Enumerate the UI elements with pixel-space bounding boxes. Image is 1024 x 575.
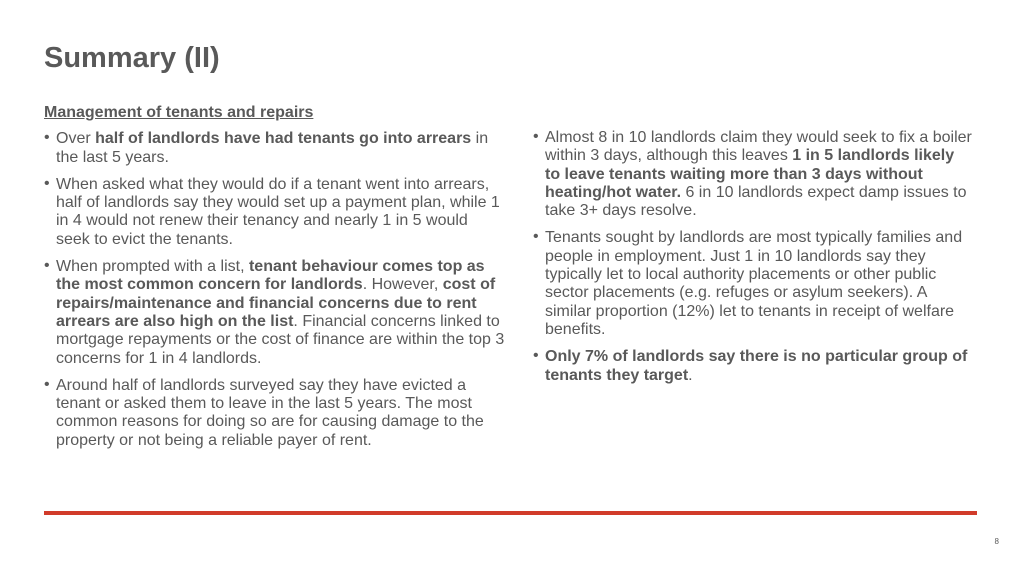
bullet-glyph: • [44, 174, 50, 192]
bullet-item [533, 129, 973, 220]
bullet-item [44, 176, 506, 249]
bullet-glyph: • [533, 128, 539, 145]
bullet-text-bold: half of landlords have had tenants go into arrears [95, 130, 472, 148]
bullet-glyph: • [533, 228, 539, 246]
bullet-item [533, 229, 973, 339]
bullet-item [44, 377, 506, 450]
bullet-text-bold: 1 in 5 landlords likely to leave tenants waiting more than 3 days without heating/hot water. [545, 147, 955, 201]
page-number: 8 [994, 537, 999, 546]
bullet-text-bold: cost of repairs/maintenance and financial concerns due to rent arrears are also high on the list [56, 276, 496, 330]
bullet-glyph: • [44, 257, 50, 275]
footer-accent-rule [44, 511, 977, 515]
bullet-text: When asked what they would do if a tenant went into arrears, half of landlords say they would set up a payment plan, while 1 in 4 would not renew their tenancy and nearly 1 in 5 would seek to evict the tenants. [56, 175, 500, 248]
slide-title: Summary (II) [44, 42, 220, 74]
bullet-text: . Financial concerns linked to mortgage repayments or the cost of finance are within the top 3 concerns for 1 in 4 landlords. [56, 312, 505, 367]
bullet-text: Around half of landlords surveyed say they have evicted a tenant or asked them to leave in the last 5 years. The most common reasons for doing so are for causing damage to the property or not being a reliable payer of rent. [56, 376, 484, 449]
bullet-glyph: • [44, 129, 50, 147]
bullet-text: . However, [362, 276, 443, 294]
left-column [44, 104, 506, 459]
right-column [533, 129, 973, 394]
bullet-text: in the last 5 years. [56, 130, 489, 166]
bullet-text: 6 in 10 landlords expect damp issues to take 3+ days resolve. [545, 183, 967, 220]
right-bullet-list [533, 129, 973, 385]
bullet-text: Almost 8 in 10 landlords claim they would seek to fix a boiler within 3 days, although this leaves [545, 129, 972, 165]
bullet-glyph: • [533, 347, 539, 365]
bullet-text: Tenants sought by landlords are most typically families and people in employment. Just 1 in 10 landlords say they typically let to local authority placements or other public sector placements (e.g. refuges or asylum seekers). A similar proportion (12%) let to tenants in receipt of welfare benefits. [545, 229, 963, 338]
bullet-item [44, 258, 506, 368]
left-bullet-list [44, 130, 506, 450]
bullet-glyph: • [44, 375, 50, 393]
bullet-item [533, 348, 973, 385]
bullet-text: . [688, 366, 693, 384]
bullet-text: When prompted with a list, [56, 258, 249, 276]
bullet-text: Over [56, 130, 96, 148]
bullet-text-bold: tenant behaviour comes top as the most common concern for landlords [56, 258, 485, 294]
section-heading: Management of tenants and repairs [44, 104, 314, 121]
bullet-item [44, 130, 506, 167]
bullet-text-bold: Only 7% of landlords say there is no particular group of tenants they target [545, 348, 968, 384]
